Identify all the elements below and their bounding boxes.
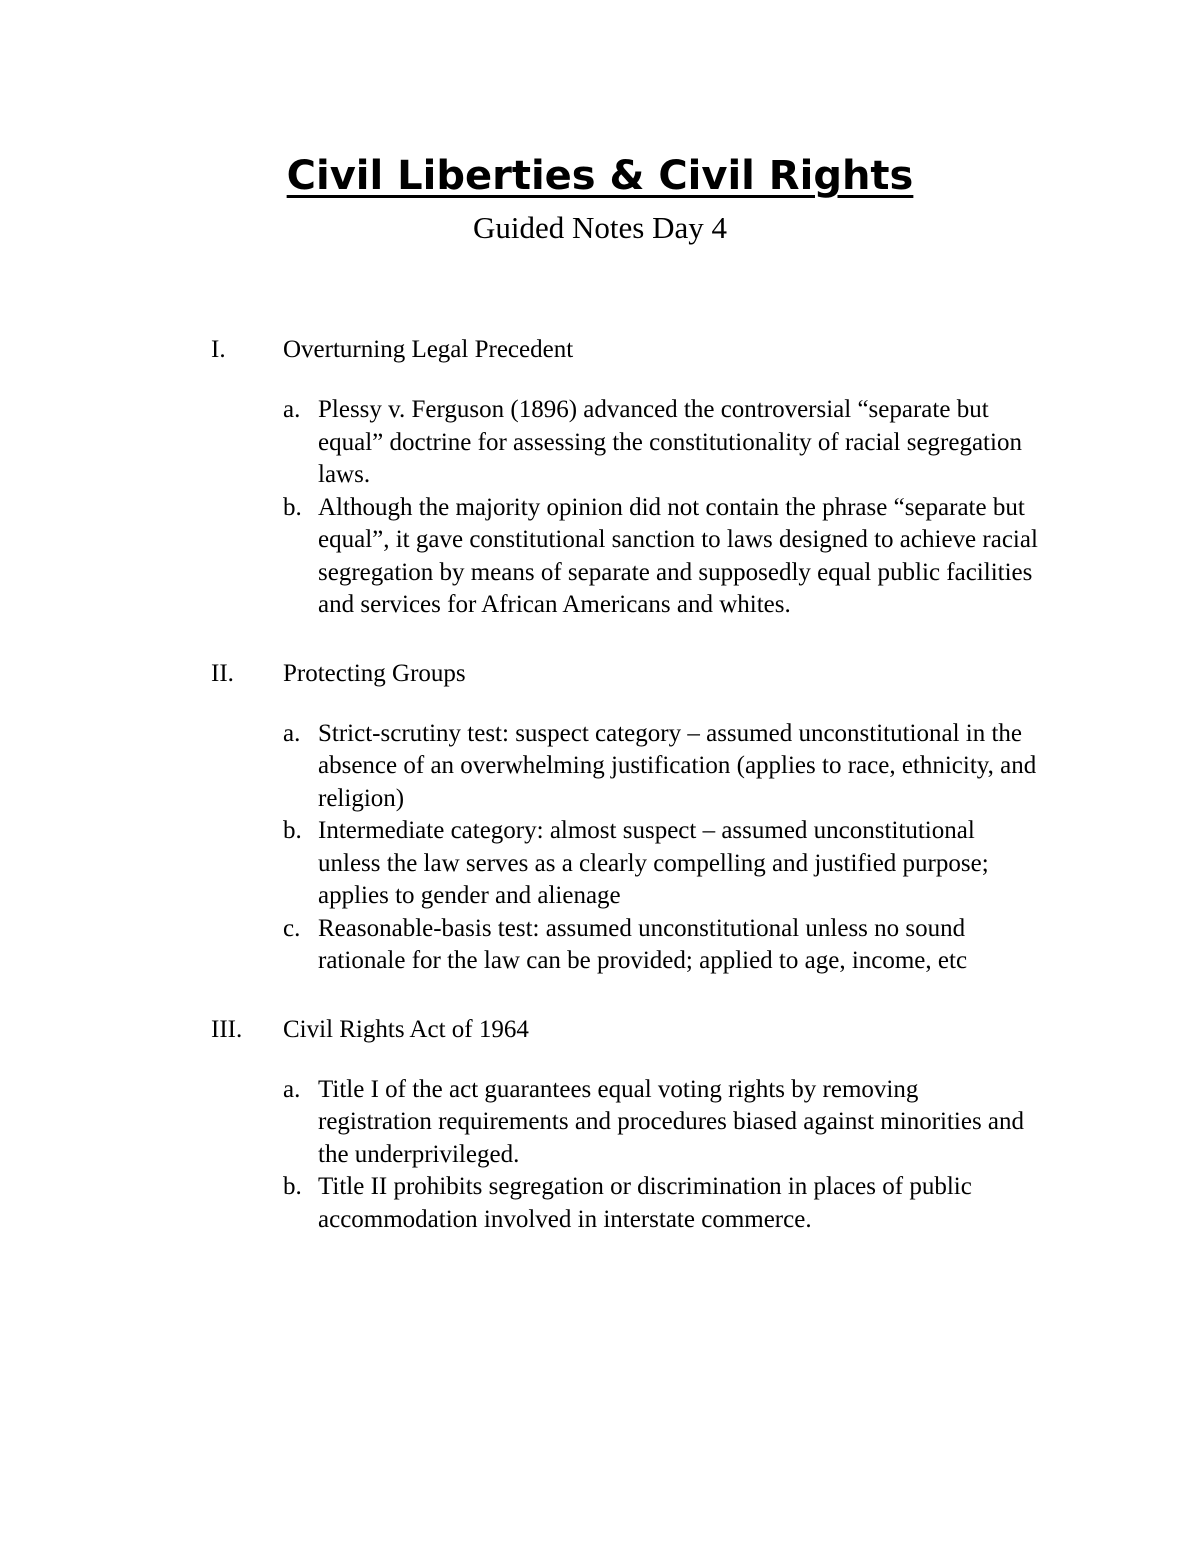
list-item (0, 913, 1038, 978)
section-title: Protecting Groups (283, 659, 466, 687)
section-heading (0, 330, 1200, 370)
list-item-text: Strict-scrutiny test: suspect category – assumed unconstitutional in the absence of an overwhelming justification (applies to race, ethnicity, and religion) (318, 719, 1037, 812)
section-numeral: III. (211, 1015, 243, 1043)
section-items (0, 394, 1200, 622)
list-item-letter: b. (283, 817, 302, 844)
section-overturning-legal-precedent (0, 330, 1200, 622)
list-item (0, 394, 1038, 492)
list-item-text: Title I of the act guarantees equal voting rights by removing registration requirements and procedures biased against minorities and the underprivileged. (318, 1075, 1025, 1168)
list-item (0, 492, 1038, 622)
list-item-text: Plessy v. Ferguson (1896) advanced the controversial “separate but equal” doctrine for assessing the constitutionality of racial segregation laws. (318, 396, 1022, 488)
list-item (0, 718, 1038, 816)
section-heading (0, 654, 1200, 694)
notes-outline (0, 330, 1200, 1268)
section-civil-rights-act-1964 (0, 1010, 1200, 1237)
document-subtitle: Guided Notes Day 4 (473, 210, 727, 245)
list-item-text: Although the majority opinion did not contain the phrase “separate but equal”, it gave constitutional sanction to laws designed to achieve racial segregation by means of separate and supposedly equal public facilities and services for African Americans and whites. (318, 493, 1038, 618)
list-item (0, 1171, 1038, 1236)
document-title (0, 148, 1200, 204)
list-item-letter: a. (283, 396, 301, 423)
section-numeral: I. (211, 336, 226, 363)
list-item-text: Title II prohibits segregation or discrimination in places of public accommodation involved in interstate commerce. (318, 1173, 972, 1233)
section-items (0, 718, 1200, 978)
section-title: Civil Rights Act of 1964 (283, 1015, 529, 1043)
list-item-text: Intermediate category: almost suspect – assumed unconstitutional unless the law serves as a clearly compelling and justified purpose; applies to gender and alienage (318, 817, 989, 909)
section-heading (0, 1010, 1200, 1050)
list-item-text: Reasonable-basis test: assumed unconstitutional unless no sound rationale for the law can be provided; applied to age, income, etc (318, 914, 968, 974)
list-item-letter: a. (283, 719, 301, 747)
list-item-letter: b. (283, 493, 302, 521)
section-numeral: II. (211, 659, 234, 687)
document-title-text: Civil Liberties & Civil Rights (286, 153, 914, 199)
section-protecting-groups (0, 654, 1200, 978)
list-item-letter: c. (283, 914, 301, 942)
list-item (0, 1074, 1038, 1172)
list-item-letter: a. (283, 1075, 301, 1103)
section-title: Overturning Legal Precedent (283, 336, 574, 363)
list-item (0, 815, 1038, 913)
list-item-letter: b. (283, 1173, 302, 1200)
section-items (0, 1074, 1200, 1237)
